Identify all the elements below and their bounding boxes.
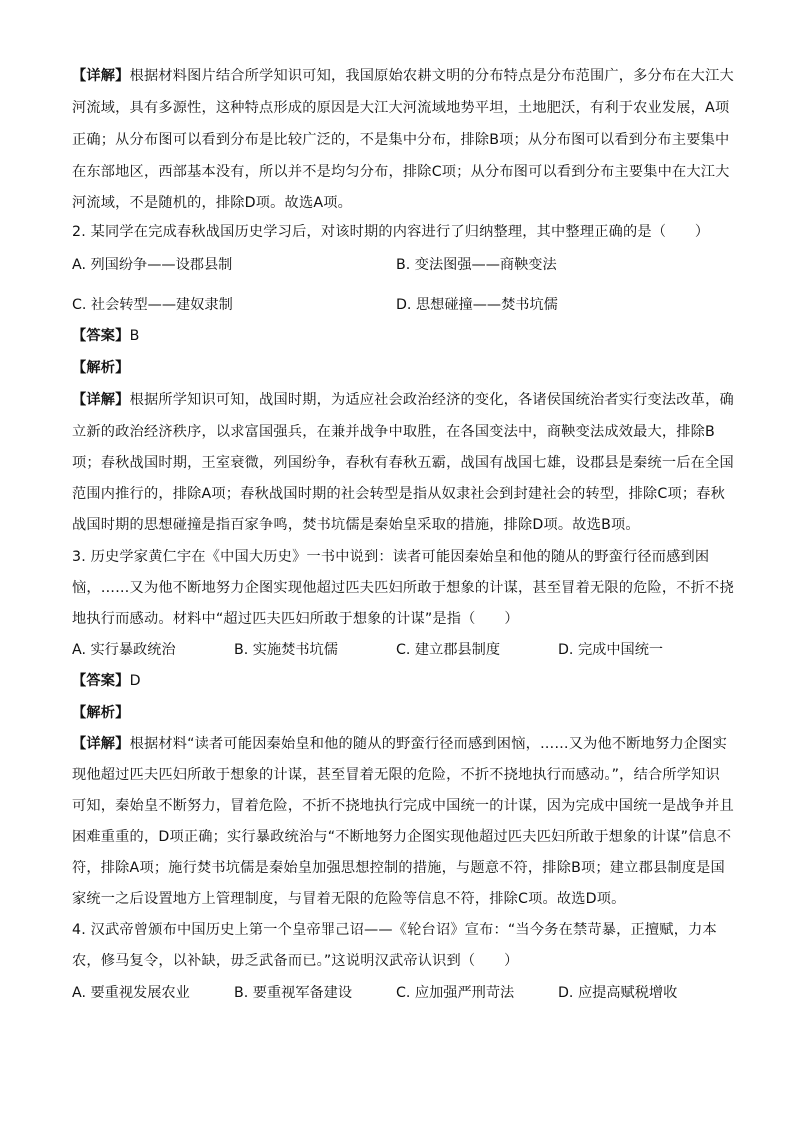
q2-option-d: D. 思想碰撞——焚书坑儒: [396, 297, 558, 313]
answer-value: B: [129, 328, 140, 344]
q2-detail-line-4: 范围内推行的，排除A项；春秋战国时期的社会转型是指从奴隶社会到封建社会的转型，排除C项；春秋: [72, 486, 726, 502]
q3-stem-line-1: 3. 历史学家黄仁宇在《中国大历史》一书中说到：读者可能因秦始皇和他的随从的野蛮行径而感到困: [72, 549, 710, 565]
detail-tag: 【详解】: [72, 392, 130, 408]
q4-option-d: D. 应提高赋税增收: [558, 985, 678, 1001]
q4-stem-line-2: 农，修马复令，以补缺，毋乏武备而已。”这说明汉武帝认识到（ ）: [72, 953, 519, 969]
q1-detail-line-4: 在东部地区，西部基本没有，所以并不是均匀分布，排除C项；从分布图可以看到分布主要集中在大江大: [72, 164, 730, 180]
q1-detail-line-2: 河流域，具有多源性，这种特点形成的原因是大江大河流域地势平坦，土地肥沃，有利于农业发展，A项: [72, 100, 730, 116]
q2-detail-line-1: 【详解】根据所学知识可知，战国时期，为适应社会政治经济的变化，各诸侯国统治者实行变法改革，确: [72, 392, 734, 408]
q3-answer: [72, 671, 732, 691]
q3-detail-line-4: 困难重重的，D项正确；实行暴政统治与“不断地努力企图实现他超过匹夫匹妇所敢于想象的计谋”信息不: [72, 829, 732, 845]
q3-detail-line-3: 可知，秦始皇不断努力，冒着危险，不折不挠地执行完成中国统一的计谋，因为完成中国统一是战争并且: [72, 798, 734, 814]
answer-tag: 【答案】: [72, 328, 130, 344]
q2-detail-line-3: 项；春秋战国时期，王室衰微，列国纷争，春秋有春秋五霸，战国有战国七雄，设郡县是秦统一后在全国: [72, 455, 734, 471]
detail-tag: 【详解】: [72, 736, 130, 752]
detail-tag: 【详解】: [72, 68, 130, 84]
q3-stem-line-2: 恼，……又为他不断地努力企图实现他超过匹夫匹妇所敢于想象的计谋，甚至冒着无限的危险，不折不挠: [72, 580, 734, 596]
q1-detail-line-5: 河流域，不是随机的，排除D项。故选A项。: [72, 195, 353, 211]
q4-option-b: B. 要重视军备建设: [234, 985, 353, 1001]
q3-option-c: C. 建立郡县制度: [396, 642, 501, 658]
q3-detail-line-1: 【详解】根据材料“读者可能因秦始皇和他的随从的野蛮行径而感到困恼，……又为他不断地努力企图实: [72, 736, 728, 752]
q3-option-b: B. 实施焚书坑儒: [234, 642, 338, 658]
q2-answer: [72, 326, 732, 346]
q2-detail-line-2: 立新的政治经济秩序，以求富国强兵，在兼并战争中取胜，在各国变法中，商鞅变法成效最大，排除B: [72, 424, 715, 440]
q4-stem-line-1: 4. 汉武帝曾颁布中国历史上第一个皇帝罪己诏——《轮台诏》宣布：“当今务在禁苛暴，正擅赋，力本: [72, 922, 717, 938]
q2-option-a: A. 列国纷争——设郡县制: [72, 257, 233, 273]
q3-option-d: D. 完成中国统一: [558, 642, 664, 658]
q4-option-c: C. 应加强严刑苛法: [396, 985, 515, 1001]
q2-stem: 2. 某同学在完成春秋战国历史学习后，对该时期的内容进行了归纳整理，其中整理正确的是（ ）: [72, 224, 710, 240]
answer-value: D: [129, 673, 141, 689]
q2-option-c: C. 社会转型——建奴隶制: [72, 297, 233, 313]
q1-detail-line-3: 正确；从分布图可以看到分布是比较广泛的，不是集中分布，排除B项；从分布图可以看到分布主要集中: [72, 132, 730, 148]
q4-option-a: A. 要重视发展农业: [72, 985, 190, 1001]
q1-detail-line-1: 【详解】根据材料图片结合所学知识可知，我国原始农耕文明的分布特点是分布范围广，多分布在大江大: [72, 68, 734, 84]
q3-stem-line-3: 地执行而感动。材料中“超过匹夫匹妇所敢于想象的计谋”是指（ ）: [72, 611, 519, 627]
q2-option-b: B. 变法图强——商鞅变法: [396, 257, 557, 273]
q3-option-a: A. 实行暴政统治: [72, 642, 176, 658]
answer-tag: 【答案】: [72, 673, 130, 689]
q3-detail-line-2: 现他超过匹夫匹妇所敢于想象的计谋，甚至冒着无限的危险，不折不挠地执行而感动。”，结合所学知识: [72, 767, 720, 783]
q3-detail-line-5: 符，排除A项；施行焚书坑儒是秦始皇加强思想控制的措施，与题意不符，排除B项；建立郡县制度是国: [72, 860, 725, 876]
q3-detail-line-6: 家统一之后设置地方上管理制度，与冒着无限的危险等信息不符，排除C项。故选D项。: [72, 891, 626, 907]
q2-detail-line-5: 战国时期的思想碰撞是指百家争鸣，焚书坑儒是秦始皇采取的措施，排除D项。故选B项。: [72, 517, 640, 533]
q3-analysis-tag: 【解析】: [72, 705, 130, 721]
q2-analysis-tag: 【解析】: [72, 360, 130, 376]
